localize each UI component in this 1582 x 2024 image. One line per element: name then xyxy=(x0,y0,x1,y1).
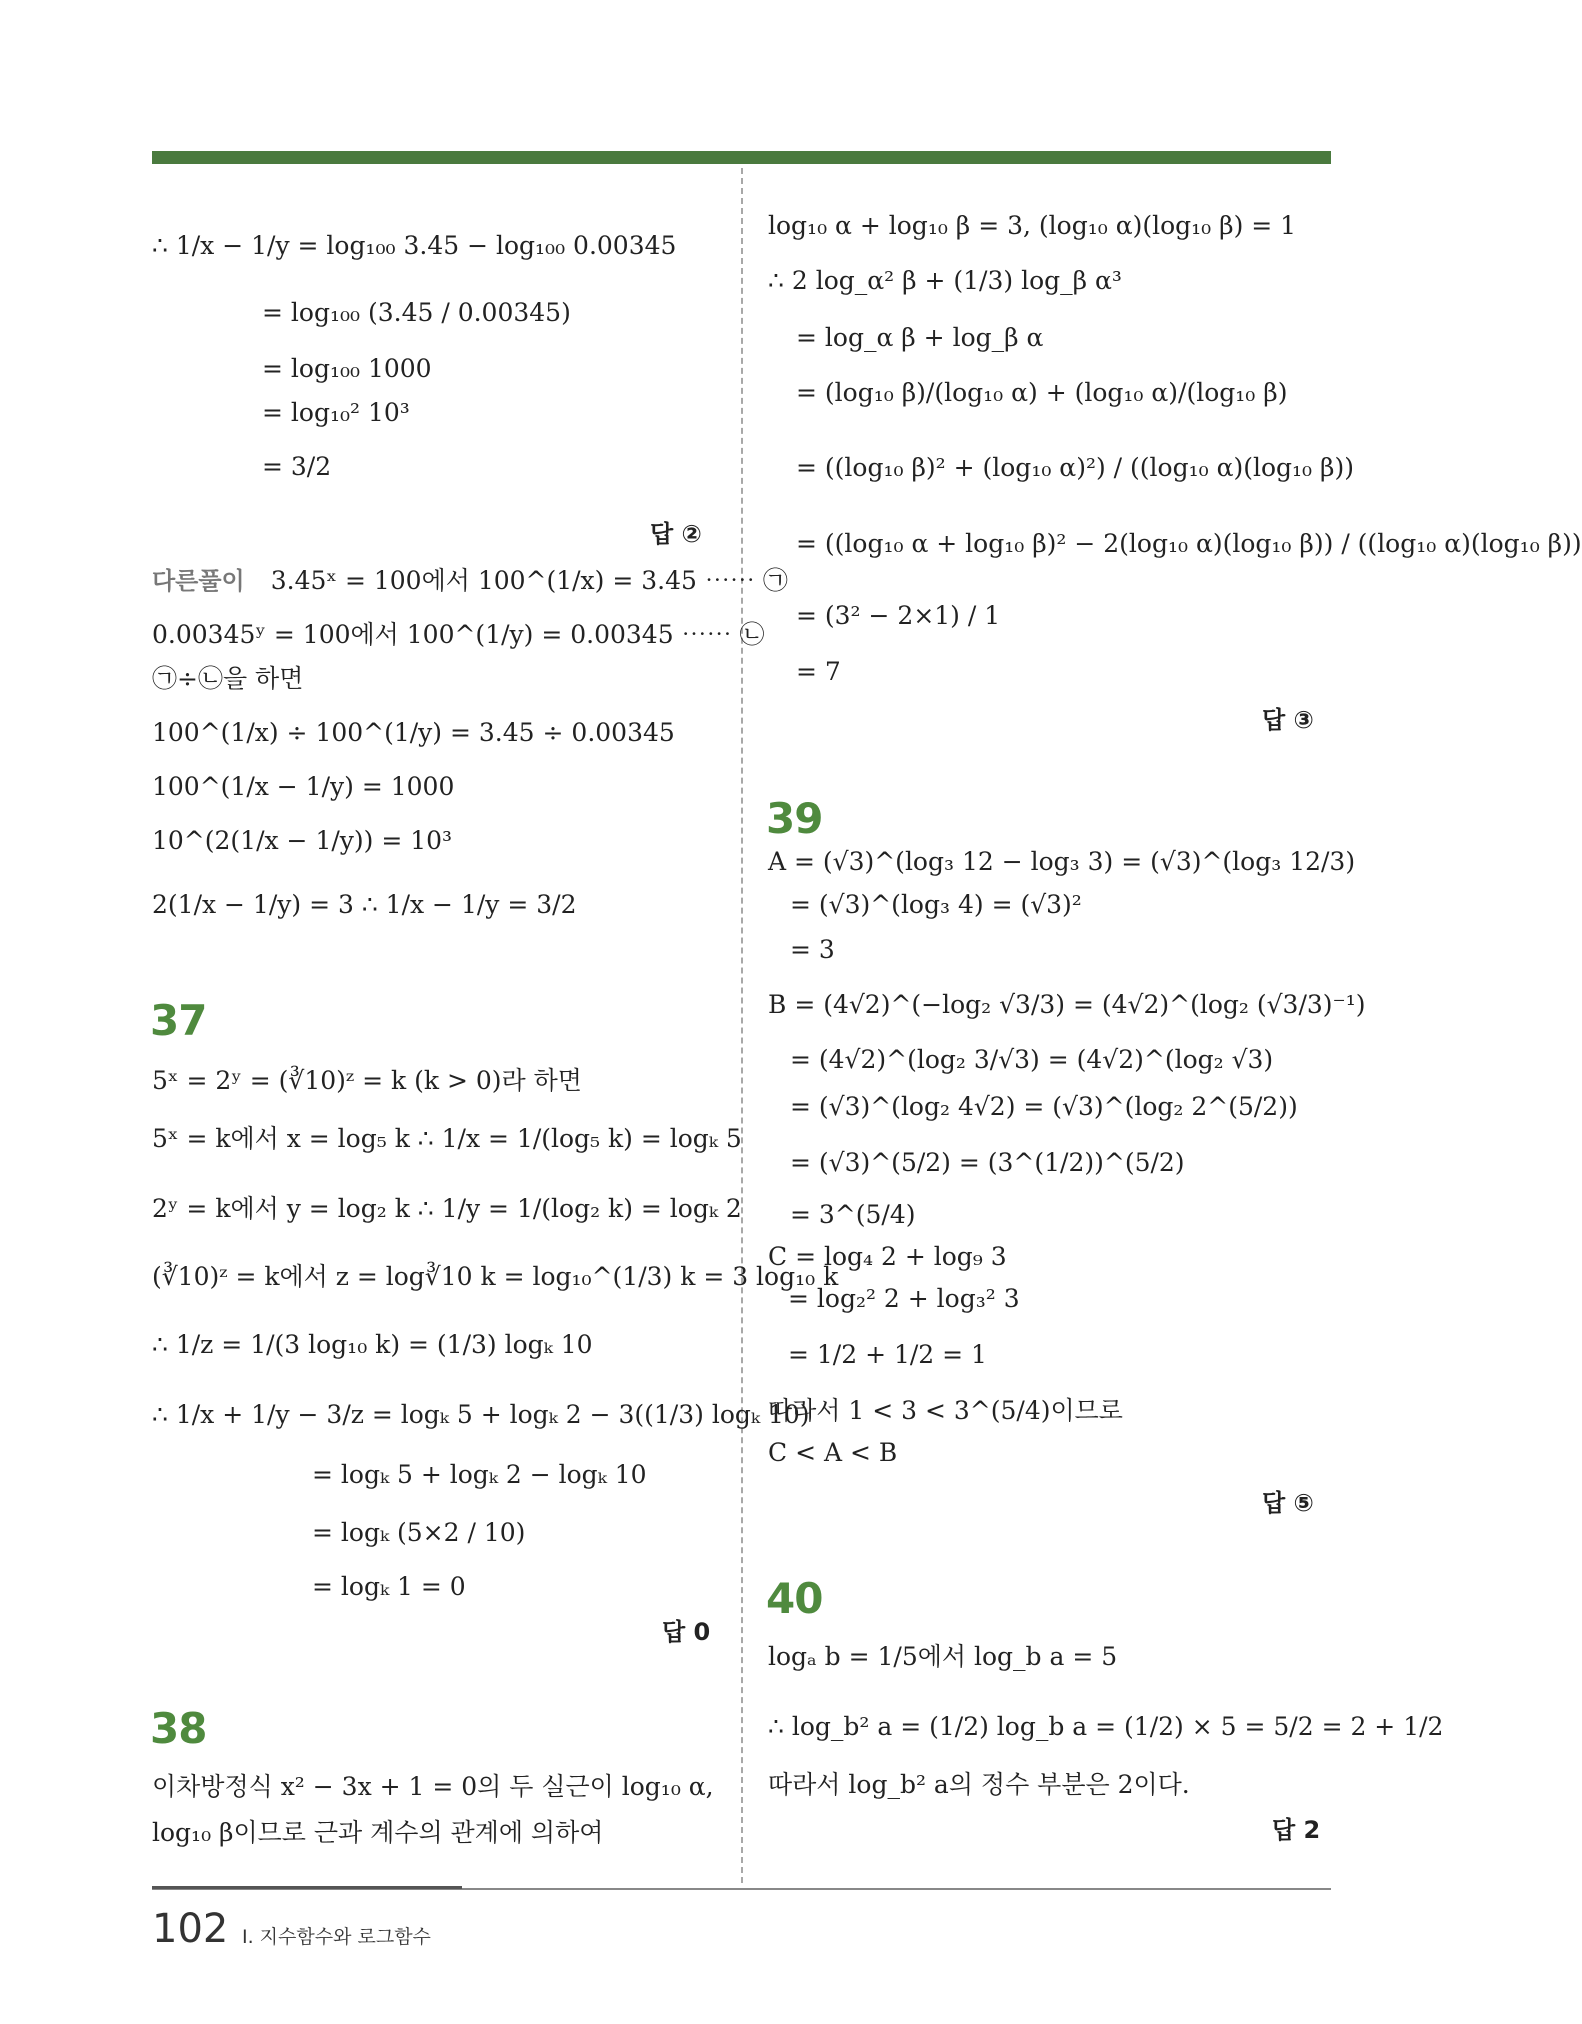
solution-line: ∴ log_b² a = (1/2) log_b a = (1/2) × 5 = 5/2 = 2 + 1/2 xyxy=(768,1712,1444,1741)
alt-solution-first-line xyxy=(152,566,788,596)
question-number: 37 xyxy=(150,996,207,1045)
solution-line: = (√3)^(log₂ 4√2) = (√3)^(log₂ 2^(5/2)) xyxy=(790,1092,1298,1121)
solution-line: 5ˣ = 2ʸ = (∛10)ᶻ = k (k > 0)라 하면 xyxy=(152,1066,582,1095)
solution-line: B = (4√2)^(−log₂ √3/3) = (4√2)^(log₂ (√3/3)⁻¹) xyxy=(768,990,1366,1019)
solution-line: 2ʸ = k에서 y = log₂ k ∴ 1/y = 1/(log₂ k) = logₖ 2 xyxy=(152,1194,742,1223)
answer-label: 답 ③ xyxy=(1262,706,1314,734)
solution-line: 따라서 log_b² a의 정수 부분은 2이다. xyxy=(768,1770,1190,1799)
solution-line: 5ˣ = k에서 x = log₅ k ∴ 1/x = 1/(log₅ k) = logₖ 5 xyxy=(152,1124,742,1153)
solution-line: = 7 xyxy=(796,657,841,686)
solution-line: = log₂² 2 + log₃² 3 xyxy=(788,1284,1020,1313)
answer-label: 답 ② xyxy=(650,520,702,548)
solution-line: logₐ b = 1/5에서 log_b a = 5 xyxy=(768,1642,1118,1671)
question-number: 38 xyxy=(150,1704,207,1753)
solution-line: (∛10)ᶻ = k에서 z = log∛10 k = log₁₀^(1/3) k = 3 log₁₀ k xyxy=(152,1262,839,1291)
alt-solution-label: 다른풀이 xyxy=(152,567,245,595)
solution-line: 2(1/x − 1/y) = 3 ∴ 1/x − 1/y = 3/2 xyxy=(152,890,577,919)
solution-line: = log_α β + log_β α xyxy=(796,323,1044,352)
solution-line: = 3 xyxy=(790,935,835,964)
solution-line: 100^(1/x) ÷ 100^(1/y) = 3.45 ÷ 0.00345 xyxy=(152,718,675,747)
solution-line: = ((log₁₀ β)² + (log₁₀ α)²) / ((log₁₀ α)(log₁₀ β)) xyxy=(796,453,1354,482)
answer-label: 답 2 xyxy=(1272,1816,1321,1844)
solution-line: = logₖ (5×2 / 10) xyxy=(312,1518,526,1547)
solution-line: = 1/2 + 1/2 = 1 xyxy=(788,1340,987,1369)
solution-line: = (√3)^(5/2) = (3^(1/2))^(5/2) xyxy=(790,1148,1185,1177)
solution-line: C < A < B xyxy=(768,1438,898,1467)
solution-line: = logₖ 1 = 0 xyxy=(312,1572,466,1601)
answer-label: 답 0 xyxy=(662,1618,711,1646)
solution-line: 10^(2(1/x − 1/y)) = 10³ xyxy=(152,826,453,855)
solution-line: = (√3)^(log₃ 4) = (√3)² xyxy=(790,890,1082,919)
solution-line: ㉠÷㉡을 하면 xyxy=(152,664,304,693)
solution-line: = (log₁₀ β)/(log₁₀ α) + (log₁₀ α)/(log₁₀ β) xyxy=(796,378,1288,407)
solution-line: A = (√3)^(log₃ 12 − log₃ 3) = (√3)^(log₃ 12/3) xyxy=(768,847,1356,876)
top-accent-bar xyxy=(152,151,1331,164)
solution-line: = 3^(5/4) xyxy=(790,1200,916,1229)
solution-line: 0.00345ʸ = 100에서 100^(1/y) = 0.00345 ⋯⋯ ㉡ xyxy=(152,620,765,649)
solution-line: log₁₀ α + log₁₀ β = 3, (log₁₀ α)(log₁₀ β) = 1 xyxy=(768,211,1297,240)
solution-line: = (3² − 2×1) / 1 xyxy=(796,601,1001,630)
solution-line: = logₖ 5 + logₖ 2 − logₖ 10 xyxy=(312,1460,647,1489)
solution-line: = log₁₀₀ 1000 xyxy=(262,354,432,383)
solution-line: log₁₀ β이므로 근과 계수의 관계에 의하여 xyxy=(152,1818,604,1847)
solution-line: = ((log₁₀ α + log₁₀ β)² − 2(log₁₀ α)(log₁₀ β)) / ((log₁₀ α)(log₁₀ β)) xyxy=(796,529,1582,558)
footer-rule-accent xyxy=(152,1886,462,1889)
chapter-title: Ⅰ. 지수함수와 로그함수 xyxy=(242,1926,431,1948)
solution-line: 따라서 1 < 3 < 3^(5/4)이므로 xyxy=(768,1396,1123,1425)
solution-line: 이차방정식 x² − 3x + 1 = 0의 두 실근이 log₁₀ α, xyxy=(152,1772,714,1801)
solution-line: 3.45ˣ = 100에서 100^(1/x) = 3.45 ⋯⋯ ㉠ xyxy=(270,566,788,595)
answer-label: 답 ⑤ xyxy=(1262,1489,1314,1517)
solution-line: ∴ 1/x − 1/y = log₁₀₀ 3.45 − log₁₀₀ 0.00345 xyxy=(152,231,677,260)
question-number: 39 xyxy=(766,794,823,843)
solution-line: = log₁₀₀ (3.45 / 0.00345) xyxy=(262,298,571,327)
solution-line: ∴ 1/z = 1/(3 log₁₀ k) = (1/3) logₖ 10 xyxy=(152,1330,593,1359)
solution-line: 100^(1/x − 1/y) = 1000 xyxy=(152,772,455,801)
solution-line: C = log₄ 2 + log₉ 3 xyxy=(768,1242,1007,1271)
solution-line: ∴ 1/x + 1/y − 3/z = logₖ 5 + logₖ 2 − 3((1/3) logₖ 10) xyxy=(152,1400,810,1429)
question-number: 40 xyxy=(766,1574,823,1623)
solution-line: = (4√2)^(log₂ 3/√3) = (4√2)^(log₂ √3) xyxy=(790,1045,1274,1074)
page-number: 102 xyxy=(152,1906,229,1952)
solution-line: ∴ 2 log_α² β + (1/3) log_β α³ xyxy=(768,266,1122,295)
solution-line: = log₁₀² 10³ xyxy=(262,398,410,427)
solution-line: = 3/2 xyxy=(262,452,332,481)
column-divider xyxy=(741,168,743,1883)
